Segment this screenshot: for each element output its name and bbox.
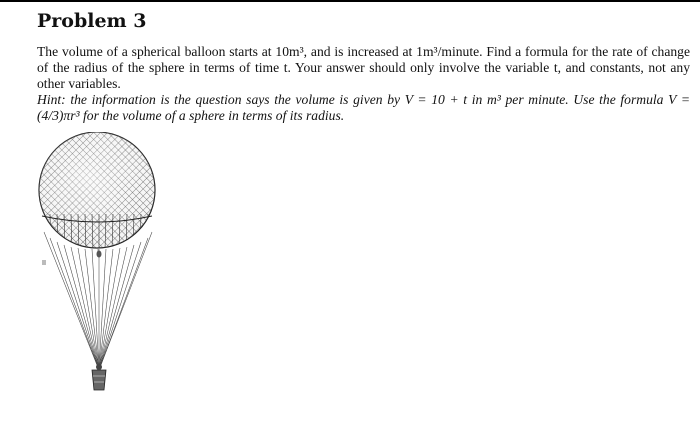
- problem-hint: Hint: the information is the question says the volume is given by V = 10 + t in m³ per minute. Use the formula V = (4/3)πr³ for the volume of a sphere in terms of its radius.: [37, 92, 690, 123]
- top-divider: [0, 0, 700, 2]
- problem-statement: The volume of a spherical balloon starts at 10m³, and is increased at 1m³/minute. Find a formula for the rate of change of the radius of the sphere in terms of time t. Your answer should only involve the variable t, and constants, not any other variables.: [37, 44, 690, 91]
- problem-title: Problem 3: [37, 10, 147, 32]
- gondola-basket: [92, 364, 106, 390]
- hot-air-balloon-icon: [30, 132, 165, 397]
- side-mark: [42, 260, 46, 265]
- valve-line: [97, 251, 102, 258]
- problem-body: [37, 44, 690, 124]
